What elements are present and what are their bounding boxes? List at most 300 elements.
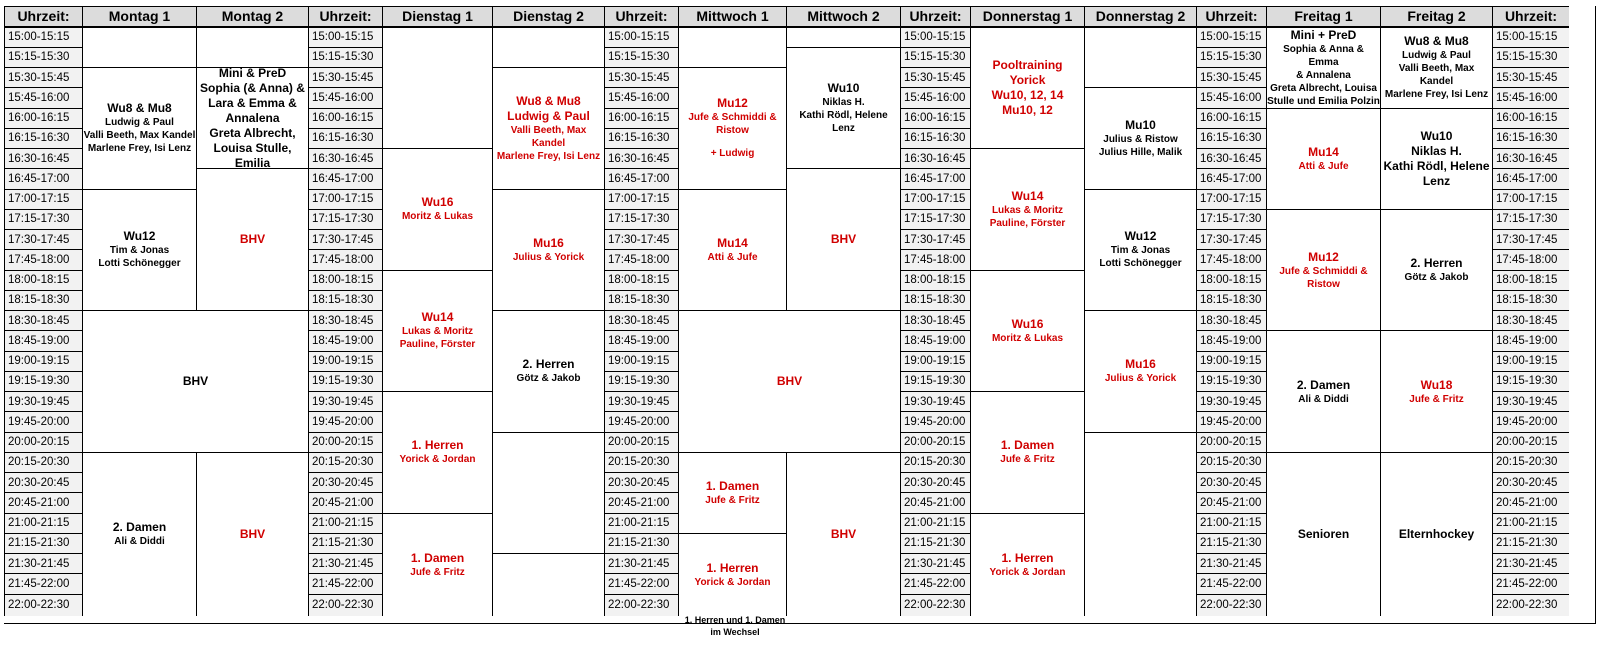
block-detail: Sophia (& Anna) & (200, 80, 305, 95)
time-cell: 18:15-18:30 (900, 290, 970, 310)
training-block (1380, 452, 1492, 616)
time-cell: 15:30-15:45 (900, 67, 970, 87)
column-header: Donnerstag 1 (970, 6, 1084, 27)
training-block (492, 310, 604, 432)
block-title: Wu10 (1420, 128, 1453, 143)
time-cell: 19:30-19:45 (308, 391, 382, 411)
time-cell: 20:15-20:30 (604, 452, 678, 472)
footnote-line-1: 1. Herren und 1. Damen (684, 615, 786, 625)
time-cell: 17:30-17:45 (4, 229, 82, 249)
block-title: Mu16 (533, 235, 564, 250)
block-title: 2. Damen (1296, 377, 1351, 392)
training-block (1084, 310, 1196, 432)
time-cell: 21:00-21:15 (1196, 513, 1266, 533)
time-cell: 16:00-16:15 (1492, 108, 1569, 128)
time-cell: 18:30-18:45 (604, 310, 678, 330)
time-cell: 16:30-16:45 (4, 148, 82, 168)
training-block (1266, 330, 1380, 452)
time-cell: 20:45-21:00 (4, 492, 82, 512)
time-cell: 20:00-20:15 (900, 432, 970, 452)
block-detail: Valli Beeth, Max Kandel (83, 130, 196, 142)
time-cell: 22:00-22:30 (308, 594, 382, 616)
block-detail: Lenz (1422, 173, 1451, 188)
block-title: 1. Herren (1001, 550, 1054, 565)
time-cell: 15:15-15:30 (900, 47, 970, 67)
time-cell: 18:15-18:30 (308, 290, 382, 310)
training-block (1380, 108, 1492, 209)
time-cell: 18:30-18:45 (1492, 310, 1569, 330)
time-cell: 15:45-16:00 (1492, 87, 1569, 107)
block-detail: Lara & Emma & (208, 95, 297, 110)
block-detail: Jufe & Schmiddi & (1279, 265, 1368, 277)
training-block (970, 513, 1084, 616)
time-cell: 19:00-19:15 (900, 351, 970, 371)
time-cell: 16:00-16:15 (308, 108, 382, 128)
time-cell: 16:00-16:15 (604, 108, 678, 128)
time-cell: 21:15-21:30 (4, 533, 82, 553)
time-cell: 17:45-18:00 (4, 249, 82, 269)
column-header: Uhrzeit: (900, 6, 970, 27)
block-title: Wu16 (421, 195, 454, 210)
time-cell: 15:45-16:00 (604, 87, 678, 107)
time-cell: 17:00-17:15 (1492, 189, 1569, 209)
block-title: Mini + PreD (1290, 27, 1357, 42)
training-block (1380, 330, 1492, 452)
time-cell: 21:00-21:15 (604, 513, 678, 533)
block-detail: Julius & Yorick (512, 251, 585, 263)
time-cell: 15:30-15:45 (4, 67, 82, 87)
time-cell: 15:15-15:30 (1492, 47, 1569, 67)
column-header: Dienstag 2 (492, 6, 604, 27)
time-cell: 18:45-19:00 (1196, 330, 1266, 350)
time-cell: 17:00-17:15 (900, 189, 970, 209)
training-block (82, 310, 308, 452)
time-cell: 18:45-19:00 (4, 330, 82, 350)
time-cell: 16:30-16:45 (900, 148, 970, 168)
time-cell: 17:00-17:15 (308, 189, 382, 209)
block-detail: Atti & Jufe (1298, 160, 1349, 172)
training-block (196, 168, 308, 310)
training-block (970, 391, 1084, 513)
time-cell: 19:45-20:00 (1492, 411, 1569, 431)
time-cell: 15:00-15:15 (604, 27, 678, 47)
block-detail: Valli Beeth, Max Kandel (1398, 63, 1475, 87)
block-detail: Marlene Frey, Isi Lenz (496, 150, 601, 162)
time-cell: 18:30-18:45 (4, 310, 82, 330)
time-cell: 20:00-20:15 (604, 432, 678, 452)
block-detail: Ludwig & Paul (507, 108, 590, 123)
time-cell: 22:00-22:30 (4, 594, 82, 616)
block-detail: Atti & Jufe (707, 251, 758, 263)
time-cell: 21:00-21:15 (900, 513, 970, 533)
time-cell: 21:45-22:00 (308, 573, 382, 593)
column-header: Montag 1 (82, 6, 196, 27)
column-header: Mittwoch 1 (678, 6, 786, 27)
training-block (382, 391, 492, 513)
time-cell: 22:00-22:30 (1196, 594, 1266, 616)
time-cell: 15:00-15:15 (308, 27, 382, 47)
block-title: 1. Damen (1000, 438, 1055, 453)
block-detail: Tim & Jonas (1110, 245, 1171, 257)
time-cell: 19:30-19:45 (604, 391, 678, 411)
block-detail: + Ludwig (710, 148, 755, 160)
time-cell: 17:15-17:30 (604, 209, 678, 229)
block-title: 1. Herren (411, 438, 464, 453)
block-detail: Götz & Jakob (516, 373, 581, 385)
time-cell: 16:45-17:00 (604, 168, 678, 188)
training-block (1266, 27, 1380, 108)
time-cell: 18:45-19:00 (900, 330, 970, 350)
block-detail: Ristow (1307, 278, 1340, 290)
training-block (382, 513, 492, 616)
time-cell: 20:30-20:45 (1492, 472, 1569, 492)
block-title: Mini & PreD (218, 67, 287, 80)
time-cell: 21:30-21:45 (604, 553, 678, 573)
block-title: BHV (776, 373, 803, 388)
block-title: BHV (239, 526, 266, 541)
time-cell: 21:45-22:00 (604, 573, 678, 593)
time-cell: 19:15-19:30 (604, 371, 678, 391)
block-title: Wu10 (827, 81, 860, 95)
block-title: Wu8 & Mu8 (1404, 34, 1469, 48)
time-cell: 16:30-16:45 (604, 148, 678, 168)
block-title: Pooltraining (992, 57, 1063, 72)
time-cell: 17:30-17:45 (604, 229, 678, 249)
training-block (678, 533, 786, 616)
time-cell: 15:15-15:30 (1196, 47, 1266, 67)
time-cell: 18:00-18:15 (4, 270, 82, 290)
block-title: Wu12 (123, 229, 156, 244)
block-detail: Wu10, 12, 14 (991, 87, 1064, 102)
column-header: Uhrzeit: (604, 6, 678, 27)
training-block (82, 189, 196, 311)
time-cell: 19:00-19:15 (1196, 351, 1266, 371)
time-cell: 18:30-18:45 (900, 310, 970, 330)
time-cell: 20:15-20:30 (4, 452, 82, 472)
time-cell: 20:15-20:30 (1492, 452, 1569, 472)
time-cell: 16:15-16:30 (4, 128, 82, 148)
block-title: Senioren (1297, 526, 1350, 541)
time-cell: 18:30-18:45 (308, 310, 382, 330)
column-header: Donnerstag 2 (1084, 6, 1196, 27)
time-cell: 21:45-22:00 (1196, 573, 1266, 593)
time-cell: 20:45-21:00 (604, 492, 678, 512)
time-cell: 15:00-15:15 (4, 27, 82, 47)
time-cell: 19:30-19:45 (1492, 391, 1569, 411)
time-cell: 19:45-20:00 (604, 411, 678, 431)
column-header: Freitag 2 (1380, 6, 1492, 27)
block-title: Wu12 (1124, 229, 1157, 244)
column-header: Uhrzeit: (4, 6, 82, 27)
time-cell: 16:15-16:30 (1196, 128, 1266, 148)
empty-block (492, 432, 604, 554)
training-block (678, 189, 786, 311)
block-title: BHV (182, 373, 209, 388)
time-cell: 19:15-19:30 (1196, 371, 1266, 391)
time-cell: 16:45-17:00 (4, 168, 82, 188)
time-cell: 19:00-19:15 (308, 351, 382, 371)
block-detail: Kathi Rödl, Helene Lenz (799, 110, 888, 134)
time-cell: 17:15-17:30 (1196, 209, 1266, 229)
time-cell: 16:45-17:00 (1196, 168, 1266, 188)
time-cell: 17:30-17:45 (1492, 229, 1569, 249)
training-block (1266, 209, 1380, 331)
time-cell: 15:15-15:30 (308, 47, 382, 67)
time-cell: 21:45-22:00 (1492, 573, 1569, 593)
training-block (786, 168, 900, 310)
time-cell: 17:45-18:00 (1492, 249, 1569, 269)
block-detail: Mu10, 12 (1002, 102, 1053, 117)
time-cell: 17:45-18:00 (604, 249, 678, 269)
time-cell: 17:00-17:15 (1196, 189, 1266, 209)
time-cell: 16:30-16:45 (1492, 148, 1569, 168)
column-header: Freitag 1 (1266, 6, 1380, 27)
block-detail: Greta Albrecht, Louisa (1270, 82, 1377, 94)
time-cell: 18:00-18:15 (604, 270, 678, 290)
block-detail: Jufe & Fritz (1409, 393, 1464, 405)
time-cell: 19:15-19:30 (308, 371, 382, 391)
time-cell: 18:15-18:30 (1196, 290, 1266, 310)
block-title: Wu8 & Mu8 (107, 101, 172, 116)
block-detail: Yorick & Jordan (989, 566, 1066, 578)
time-cell: 16:00-16:15 (900, 108, 970, 128)
time-cell: 17:45-18:00 (900, 249, 970, 269)
time-cell: 20:15-20:30 (900, 452, 970, 472)
empty-block (1084, 432, 1196, 616)
empty-block (492, 553, 604, 616)
time-cell: 20:45-21:00 (1492, 492, 1569, 512)
time-cell: 19:30-19:45 (900, 391, 970, 411)
time-cell: 15:45-16:00 (1196, 87, 1266, 107)
block-title: Wu16 (1011, 316, 1044, 331)
time-cell: 19:00-19:15 (604, 351, 678, 371)
training-block (1380, 27, 1492, 108)
time-cell: 16:15-16:30 (1492, 128, 1569, 148)
training-block (970, 270, 1084, 392)
time-cell: 20:30-20:45 (308, 472, 382, 492)
block-title: Mu12 (1308, 249, 1339, 264)
training-block (196, 67, 308, 168)
time-cell: 15:45-16:00 (4, 87, 82, 107)
time-cell: 15:15-15:30 (604, 47, 678, 67)
time-cell: 20:30-20:45 (900, 472, 970, 492)
time-cell: 21:30-21:45 (308, 553, 382, 573)
time-cell: 19:45-20:00 (900, 411, 970, 431)
time-cell: 16:45-17:00 (1492, 168, 1569, 188)
training-block (382, 148, 492, 270)
time-cell: 19:15-19:30 (900, 371, 970, 391)
training-block (196, 452, 308, 616)
block-detail: Yorick & Jordan (399, 454, 476, 466)
block-detail: Jufe & Fritz (1000, 454, 1055, 466)
time-cell: 19:45-20:00 (308, 411, 382, 431)
training-block (678, 310, 900, 452)
time-cell: 16:45-17:00 (308, 168, 382, 188)
time-cell: 16:15-16:30 (900, 128, 970, 148)
time-cell: 18:00-18:15 (900, 270, 970, 290)
block-title: Elternhockey (1398, 526, 1475, 541)
block-detail: Pauline, Förster (399, 339, 476, 351)
time-cell: 19:45-20:00 (1196, 411, 1266, 431)
block-detail: Jufe & Fritz (705, 494, 760, 506)
time-cell: 15:45-16:00 (900, 87, 970, 107)
block-detail: Julius & Yorick (1104, 373, 1177, 385)
training-block (492, 67, 604, 189)
empty-block (1084, 27, 1196, 88)
time-cell: 20:00-20:15 (308, 432, 382, 452)
time-cell: 15:30-15:45 (1492, 67, 1569, 87)
time-cell: 21:15-21:30 (900, 533, 970, 553)
time-cell: 18:30-18:45 (1196, 310, 1266, 330)
time-cell: 16:15-16:30 (308, 128, 382, 148)
time-cell: 21:30-21:45 (1196, 553, 1266, 573)
time-cell: 15:30-15:45 (604, 67, 678, 87)
time-cell: 22:00-22:30 (900, 594, 970, 616)
training-block (786, 452, 900, 616)
time-cell: 15:00-15:15 (1492, 27, 1569, 47)
block-detail: Ristow (716, 125, 749, 137)
block-detail: & Annalena (1296, 69, 1351, 81)
time-cell: 17:15-17:30 (308, 209, 382, 229)
time-cell: 21:30-21:45 (4, 553, 82, 573)
block-title: Mu14 (717, 235, 748, 250)
block-detail: Lukas & Moritz (401, 326, 474, 338)
block-title: BHV (830, 526, 857, 541)
training-block (678, 67, 786, 189)
column-header: Uhrzeit: (1492, 6, 1569, 27)
time-cell: 21:15-21:30 (1492, 533, 1569, 553)
block-detail: Pauline, Förster (989, 217, 1066, 229)
time-cell: 17:30-17:45 (1196, 229, 1266, 249)
time-cell: 20:30-20:45 (1196, 472, 1266, 492)
time-cell: 17:15-17:30 (4, 209, 82, 229)
block-detail: Julius Hille, Malik (1098, 146, 1183, 158)
block-detail: Sophia & Anna & Emma (1283, 43, 1364, 68)
empty-block (786, 27, 900, 47)
time-cell: 15:45-16:00 (308, 87, 382, 107)
time-cell: 21:45-22:00 (4, 573, 82, 593)
time-cell: 15:30-15:45 (308, 67, 382, 87)
time-cell: 19:00-19:15 (4, 351, 82, 371)
time-cell: 16:15-16:30 (604, 128, 678, 148)
empty-block (678, 27, 786, 68)
block-detail: Stulle und Emilia Polzin (1267, 95, 1380, 107)
time-cell: 17:30-17:45 (308, 229, 382, 249)
footnote-line-2: im Wechsel (710, 627, 760, 637)
block-detail: Lotti Schönegger (1099, 258, 1182, 270)
block-detail: Greta Albrecht, (209, 125, 296, 140)
time-cell: 21:15-21:30 (604, 533, 678, 553)
training-block (492, 189, 604, 311)
block-title: Wu18 (1420, 377, 1453, 392)
time-cell: 20:00-20:15 (1196, 432, 1266, 452)
block-detail: Lukas & Moritz (991, 204, 1064, 216)
block-title: BHV (830, 232, 857, 247)
block-detail: Ali & Diddi (1298, 393, 1349, 405)
block-detail: Moritz & Lukas (991, 332, 1064, 344)
block-detail: Ludwig & Paul (1402, 50, 1471, 61)
column-header: Montag 2 (196, 6, 308, 27)
time-cell: 20:30-20:45 (604, 472, 678, 492)
training-block (1266, 452, 1380, 616)
time-cell: 22:00-22:30 (1492, 594, 1569, 616)
time-cell: 16:00-16:15 (4, 108, 82, 128)
column-header: Dienstag 1 (382, 6, 492, 27)
training-block (1266, 108, 1380, 209)
block-title: Mu14 (1308, 144, 1339, 159)
block-title: Mu10 (1125, 117, 1156, 132)
block-detail: Marlene Frey, Isi Lenz (1384, 89, 1489, 100)
time-cell: 21:30-21:45 (900, 553, 970, 573)
block-title: Wu14 (421, 310, 454, 325)
time-cell: 19:15-19:30 (1492, 371, 1569, 391)
time-cell: 18:45-19:00 (1492, 330, 1569, 350)
time-cell: 18:00-18:15 (1196, 270, 1266, 290)
block-detail: Moritz & Lukas (401, 211, 474, 223)
empty-block (382, 27, 492, 149)
time-cell: 21:00-21:15 (1492, 513, 1569, 533)
block-detail: Valli Beeth, Max Kandel (510, 124, 587, 149)
time-cell: 21:00-21:15 (308, 513, 382, 533)
block-detail: Ali & Diddi (114, 536, 165, 548)
footnote (680, 614, 790, 638)
block-detail: Götz & Jakob (1404, 272, 1469, 283)
block-title: Wu14 (1011, 188, 1044, 203)
time-cell: 18:45-19:00 (308, 330, 382, 350)
time-cell: 15:00-15:15 (900, 27, 970, 47)
block-title: 1. Damen (410, 550, 465, 565)
time-cell: 21:15-21:30 (1196, 533, 1266, 553)
time-cell: 17:15-17:30 (1492, 209, 1569, 229)
block-title: 2. Herren (1410, 256, 1463, 270)
training-block (382, 270, 492, 392)
training-block (1084, 87, 1196, 188)
time-cell: 17:45-18:00 (308, 249, 382, 269)
schedule-grid (4, 6, 1596, 624)
block-detail: Yorick & Jordan (694, 576, 771, 588)
column-header: Uhrzeit: (308, 6, 382, 27)
block-detail: Ludwig & Paul (105, 117, 174, 129)
training-block (82, 67, 196, 189)
block-detail: Annalena (225, 110, 280, 125)
time-cell: 15:15-15:30 (4, 47, 82, 67)
time-cell: 20:45-21:00 (1196, 492, 1266, 512)
block-detail: Kathi Rödl, Helene (1383, 158, 1490, 173)
time-cell: 21:45-22:00 (900, 573, 970, 593)
training-block (970, 27, 1084, 149)
block-detail: Julius & Ristow (1103, 133, 1178, 145)
column-header: Mittwoch 2 (786, 6, 900, 27)
block-detail: Niklas H. (822, 97, 865, 108)
time-cell: 17:00-17:15 (604, 189, 678, 209)
block-title: 1. Damen (705, 478, 760, 493)
training-block (1084, 189, 1196, 311)
block-detail: Yorick (1009, 72, 1046, 87)
empty-block (82, 27, 196, 68)
time-cell: 18:00-18:15 (308, 270, 382, 290)
time-cell: 19:30-19:45 (1196, 391, 1266, 411)
time-cell: 17:00-17:15 (4, 189, 82, 209)
training-block (678, 452, 786, 533)
time-cell: 17:15-17:30 (900, 209, 970, 229)
time-cell: 18:45-19:00 (604, 330, 678, 350)
block-detail: Marlene Frey, Isi Lenz (87, 143, 192, 155)
time-cell: 20:00-20:15 (1492, 432, 1569, 452)
time-cell: 16:30-16:45 (308, 148, 382, 168)
time-cell: 20:15-20:30 (308, 452, 382, 472)
time-cell: 17:30-17:45 (900, 229, 970, 249)
training-block (786, 47, 900, 169)
